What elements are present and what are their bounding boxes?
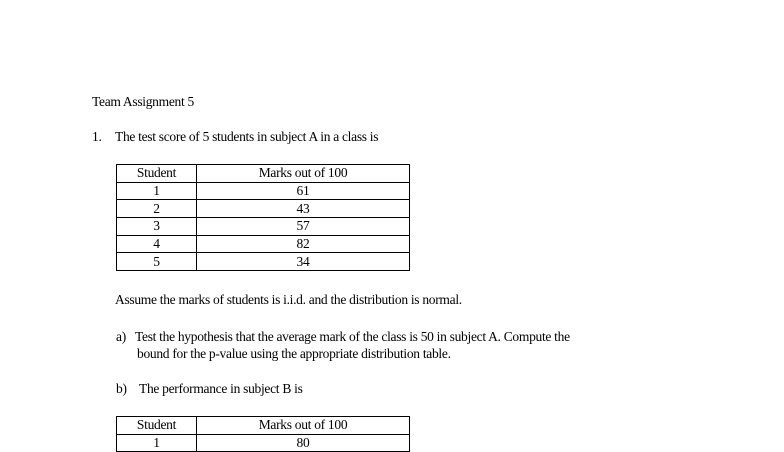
question-number: 1. <box>92 129 102 144</box>
table-row <box>117 253 410 271</box>
marks-cell: 61 <box>197 182 410 200</box>
student-cell: 2 <box>117 200 197 218</box>
assignment-title: Team Assignment 5 <box>92 94 194 109</box>
question-text: The test score of 5 students in subject A in a class is <box>115 129 379 144</box>
student-cell: 5 <box>117 253 197 271</box>
student-cell: 3 <box>117 218 197 236</box>
part-a-label: a) <box>116 329 126 344</box>
part-a-line1: Test the hypothesis that the average mark of the class is 50 in subject A. Compute the <box>135 329 570 344</box>
header-marks: Marks out of 100 <box>197 165 410 183</box>
header-student: Student <box>117 417 197 435</box>
marks-cell: 34 <box>197 253 410 271</box>
student-cell: 4 <box>117 235 197 253</box>
marks-cell: 43 <box>197 200 410 218</box>
part-b-label: b) <box>116 381 127 396</box>
table-row <box>117 182 410 200</box>
marks-cell: 57 <box>197 218 410 236</box>
marks-table-subject-b <box>116 416 410 452</box>
student-cell: 1 <box>117 434 197 452</box>
student-cell: 1 <box>117 182 197 200</box>
part-b-text: The performance in subject B is <box>139 381 303 396</box>
header-student: Student <box>117 165 197 183</box>
assumption-text: Assume the marks of students is i.i.d. and the distribution is normal. <box>115 292 462 307</box>
table-row <box>117 200 410 218</box>
table-row <box>117 235 410 253</box>
header-marks: Marks out of 100 <box>197 417 410 435</box>
marks-cell: 80 <box>197 434 410 452</box>
table-header-row <box>117 165 410 183</box>
table-row <box>117 218 410 236</box>
marks-cell: 82 <box>197 235 410 253</box>
marks-table-subject-a <box>116 164 410 271</box>
part-a-line2: bound for the p-value using the appropriate distribution table. <box>137 346 451 361</box>
table-row <box>117 434 410 452</box>
table-header-row <box>117 417 410 435</box>
